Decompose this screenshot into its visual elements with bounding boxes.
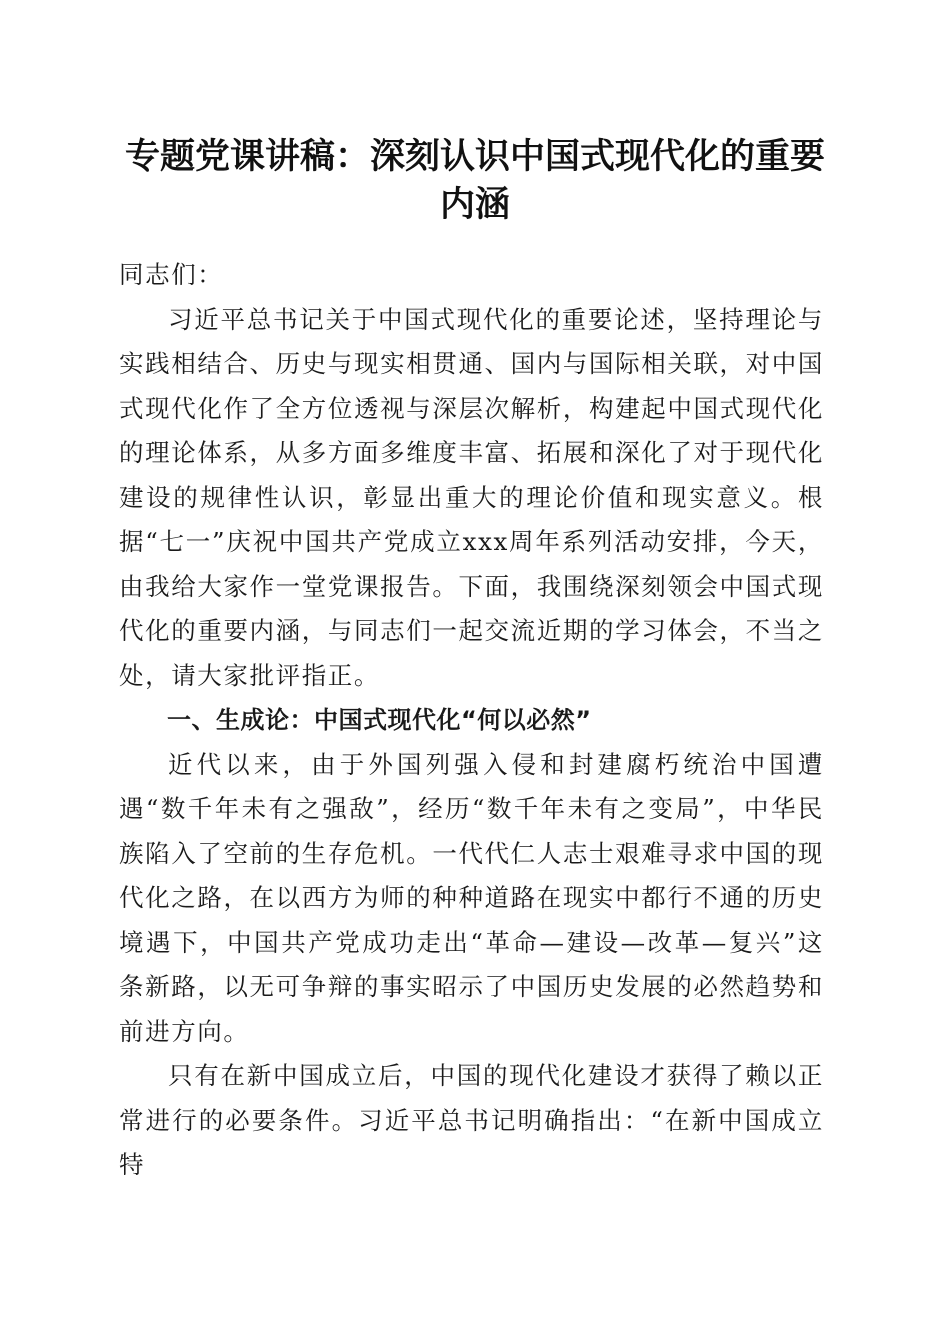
- salutation: 同志们：: [119, 260, 224, 289]
- paragraph-intro: 习近平总书记关于中国式现代化的重要论述，坚持理论与实践相结合、历史与现实相贯通、国内与国际相关联，对中国式现代化作了全方位透视与深层次解析，构建起中国式现代化的理论体系，从多方面多维度丰富、拓展和深化了对于现代化建设的规律性认识，彰显出重大的理论价值和现实意义。根据“七一”庆祝中国共产党成立xxx周年系列活动安排，今天，由我给大家作一堂党课报告。下面，我围绕深刻领会中国式现代化的重要内涵，与同志们一起交流近期的学习体会，不当之处，请大家批评指正。: [119, 304, 824, 690]
- document-title: 专题党课讲稿：深刻认识中国式现代化的重要内涵: [124, 136, 825, 225]
- paragraph-history: 近代以来，由于外国列强入侵和封建腐朽统治中国遭遇“数千年未有之强敌”，经历“数千年未有之变局”，中华民族陷入了空前的生存危机。一代代仁人志士艰难寻求中国的现代化之路，在以西方为师的种种道路在现实中都行不通的历史境遇下，中国共产党成功走出“革命—建设—改革—复兴”这条新路，以无可争辩的事实昭示了中国历史发展的必然趋势和前进方向。: [119, 749, 824, 1046]
- paragraph-new-china: 只有在新中国成立后，中国的现代化建设才获得了赖以正常进行的必要条件。习近平总书记明确指出：“在新中国成立特: [119, 1061, 824, 1179]
- section-heading: 一、生成论：中国式现代化“何以必然”: [167, 706, 592, 734]
- document-body: [119, 253, 824, 1188]
